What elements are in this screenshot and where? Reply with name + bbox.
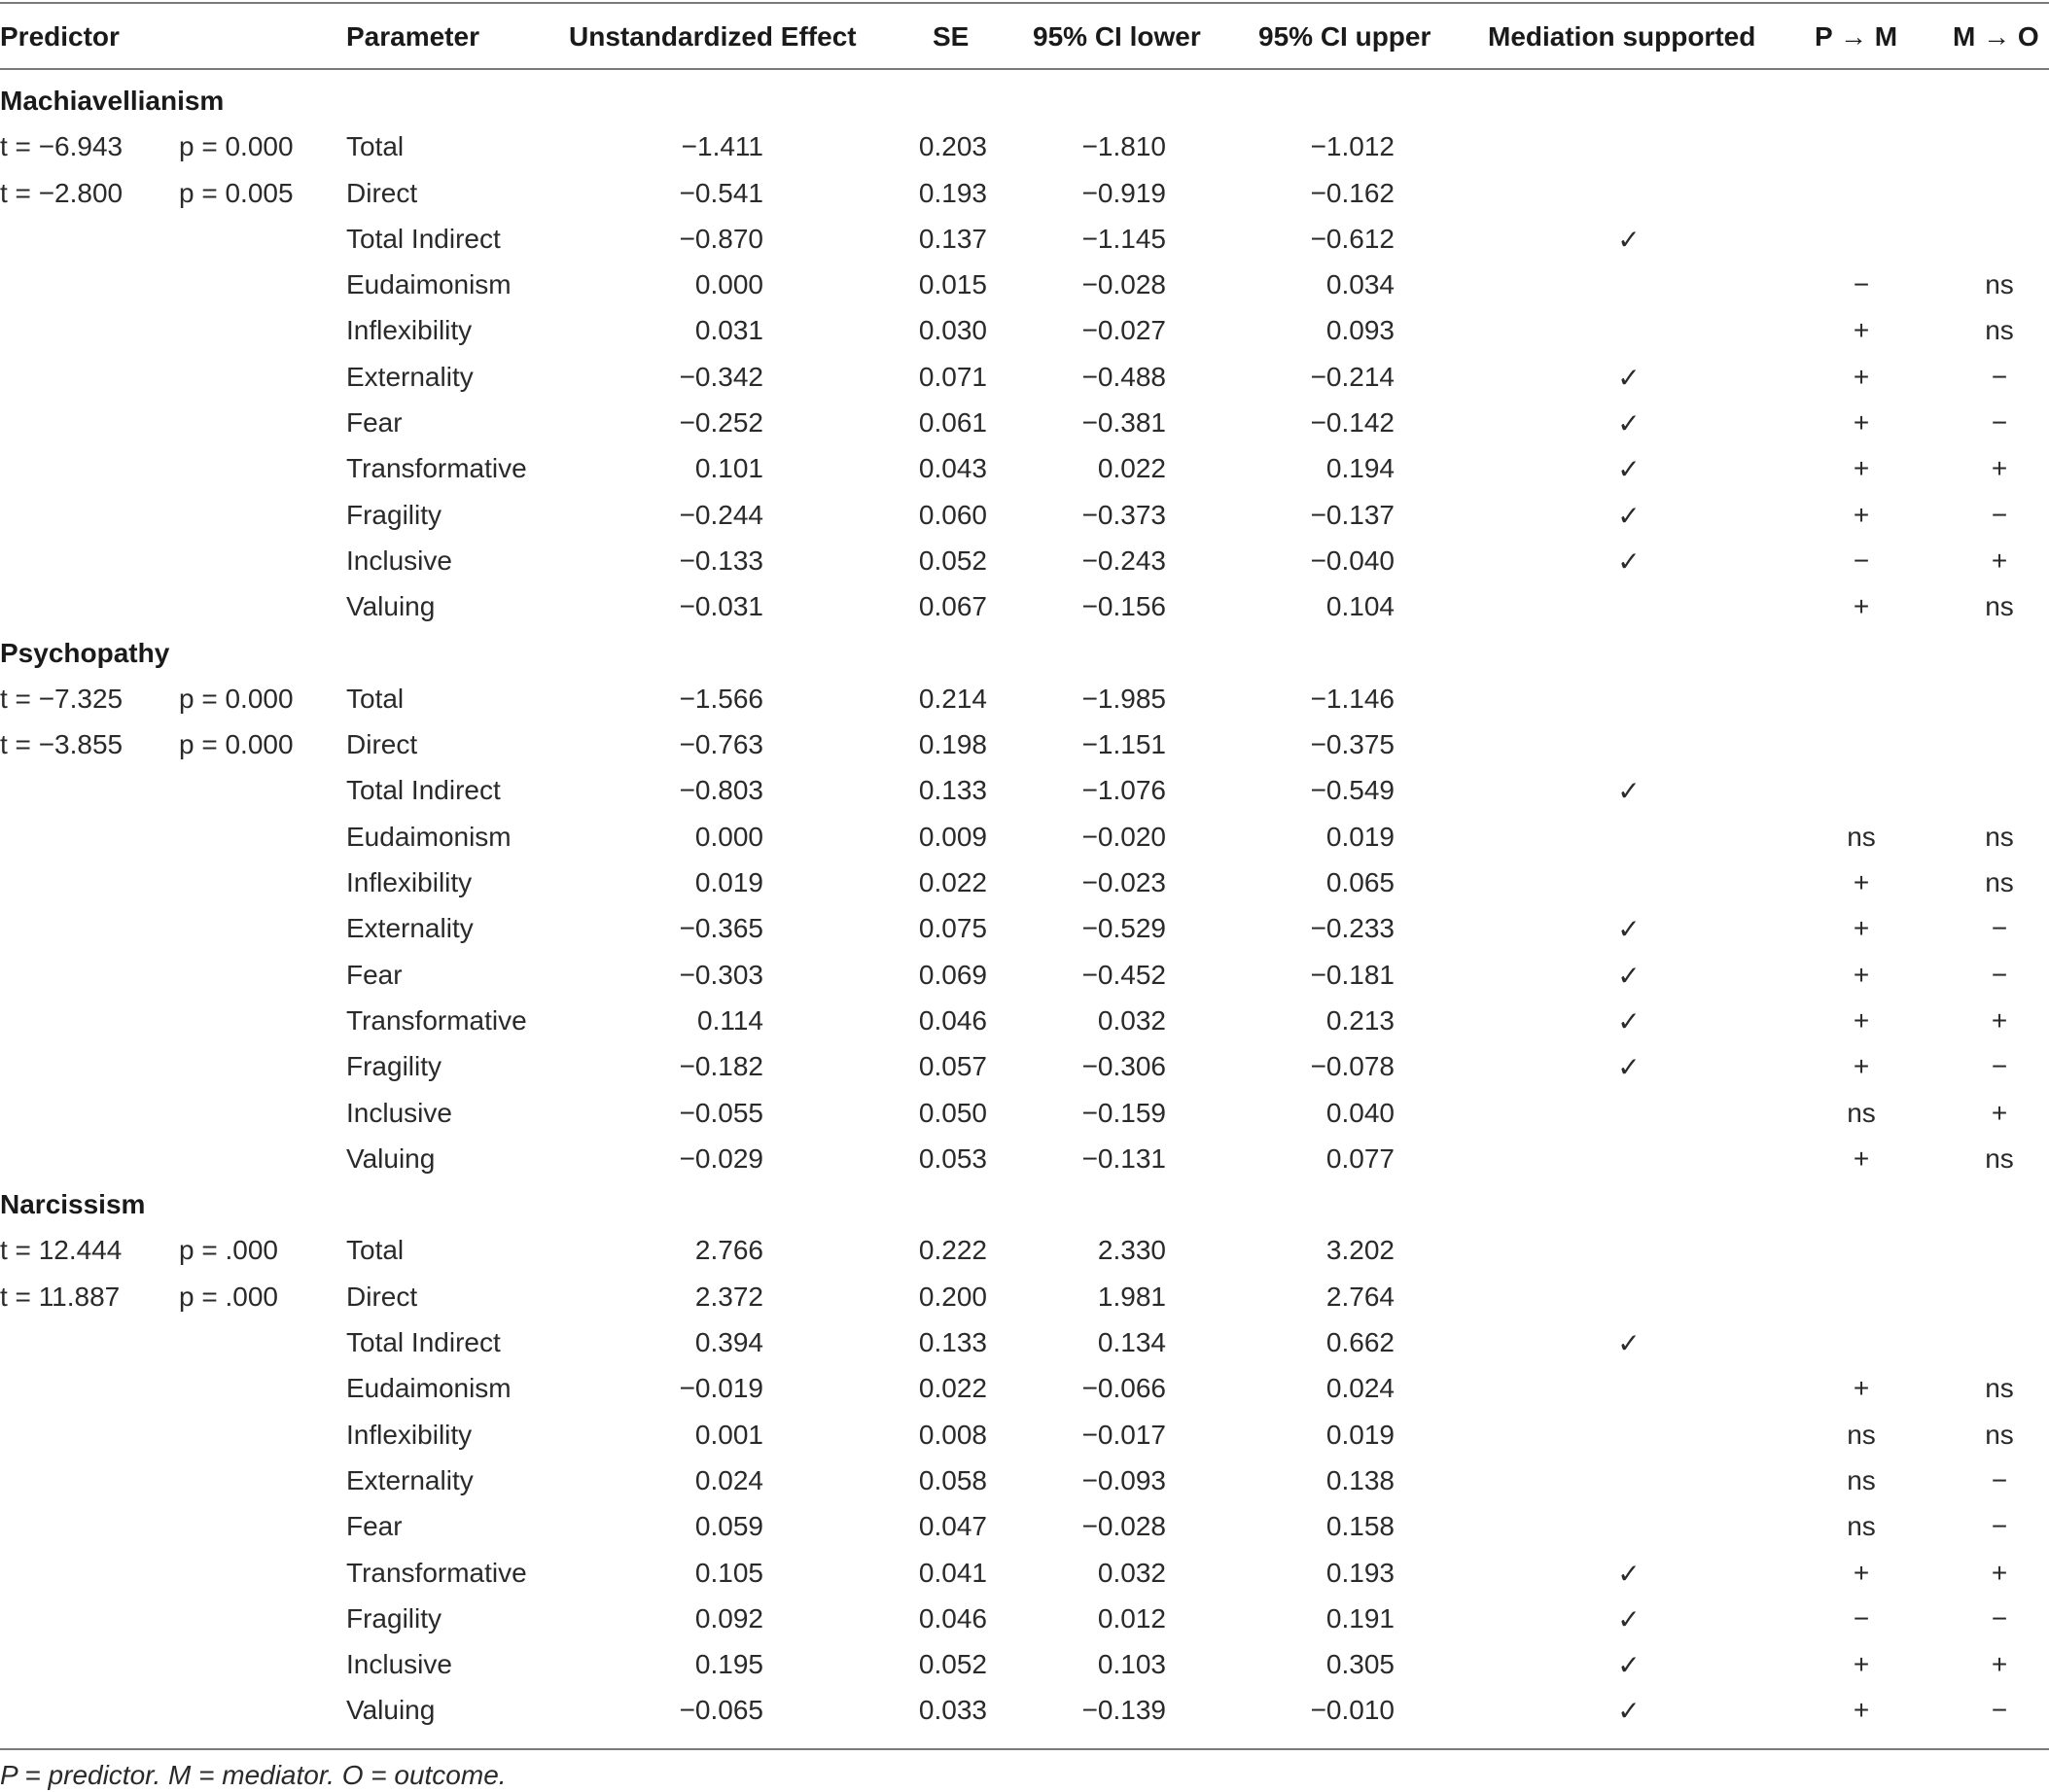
header-unstandardized-effect: Unstandardized Effect — [569, 21, 857, 52]
m-to-o-cell: − — [1991, 1511, 2008, 1542]
parameter-cell: Inclusive — [346, 1097, 452, 1128]
parameter-cell: Valuing — [346, 1695, 436, 1726]
p-to-m-cell: + — [1853, 959, 1870, 990]
parameter-cell: Total — [346, 131, 405, 162]
parameter-cell: Externality — [346, 1464, 474, 1495]
ci-upper-cell: 0.191 — [1325, 1602, 1395, 1634]
ci-upper-cell: −1.012 — [1310, 131, 1395, 162]
p-to-m-cell: + — [1853, 1695, 1870, 1726]
ci-lower-cell: −0.020 — [1081, 821, 1166, 852]
ci-lower-cell: −0.017 — [1081, 1419, 1166, 1450]
ci-lower-cell: −0.529 — [1081, 913, 1166, 944]
effect-cell: −0.029 — [679, 1142, 763, 1174]
parameter-cell: Eudaimonism — [346, 269, 512, 300]
m-to-o-cell: ns — [1985, 315, 2014, 346]
effect-cell: −1.411 — [681, 131, 763, 162]
effect-cell: 0.114 — [697, 1004, 763, 1036]
m-to-o-cell: ns — [1985, 1142, 2014, 1174]
ci-upper-cell: −0.214 — [1310, 361, 1395, 392]
p-to-m-cell: + — [1853, 453, 1870, 484]
ci-upper-cell: −0.040 — [1310, 545, 1395, 576]
parameter-cell: Total Indirect — [346, 223, 501, 254]
ci-upper-cell: −0.181 — [1310, 959, 1395, 990]
table-row — [0, 1412, 2049, 1458]
effect-cell: −0.303 — [679, 959, 763, 990]
effect-cell: 0.092 — [694, 1602, 763, 1634]
header-p-to-m: P → M — [1815, 21, 1898, 52]
ci-lower-cell: −0.028 — [1081, 269, 1166, 300]
table-row — [0, 445, 2049, 491]
ci-lower-cell: −0.027 — [1081, 315, 1166, 346]
section-row — [0, 1181, 2049, 1227]
effect-cell: −0.763 — [679, 729, 763, 760]
ci-lower-cell: −0.306 — [1081, 1051, 1166, 1082]
p-to-m-cell: − — [1853, 1602, 1870, 1634]
table-row — [0, 998, 2049, 1043]
table-row — [0, 1227, 2049, 1273]
mediation-check: ✓ — [1617, 776, 1641, 807]
se-cell: 0.193 — [918, 177, 987, 208]
effect-cell: 0.101 — [694, 453, 763, 484]
p-to-m-cell: − — [1853, 269, 1870, 300]
se-cell: 0.022 — [918, 867, 987, 898]
ci-lower-cell: −0.093 — [1081, 1464, 1166, 1495]
ci-upper-cell: 0.034 — [1325, 269, 1395, 300]
effect-cell: −0.541 — [679, 177, 763, 208]
p-to-m-cell: + — [1853, 913, 1870, 944]
ci-lower-cell: −0.159 — [1081, 1097, 1166, 1128]
mediation-check: ✓ — [1617, 1005, 1641, 1037]
p-to-m-cell: ns — [1847, 821, 1876, 852]
ci-upper-cell: −0.078 — [1310, 1051, 1395, 1082]
parameter-cell: Direct — [346, 729, 418, 760]
se-cell: 0.022 — [918, 1373, 987, 1404]
ci-lower-cell: −0.139 — [1081, 1695, 1166, 1726]
header-ci-lower: 95% CI lower — [1033, 21, 1201, 52]
se-cell: 0.060 — [918, 499, 987, 530]
m-to-o-cell: ns — [1985, 591, 2014, 622]
table-row — [0, 1319, 2049, 1365]
se-cell: 0.058 — [918, 1464, 987, 1495]
m-to-o-cell: − — [1991, 1051, 2008, 1082]
parameter-cell: Transformative — [346, 453, 527, 484]
t-statistic: t = −2.800 — [0, 177, 124, 208]
m-to-o-cell: − — [1991, 1602, 2008, 1634]
p-to-m-cell: + — [1853, 315, 1870, 346]
ci-upper-cell: 0.213 — [1325, 1004, 1395, 1036]
m-to-o-cell: + — [1991, 453, 2008, 484]
ci-upper-cell: 0.194 — [1325, 453, 1395, 484]
ci-lower-cell: −0.023 — [1081, 867, 1166, 898]
p-to-m-cell: + — [1853, 1004, 1870, 1036]
se-cell: 0.052 — [918, 545, 987, 576]
se-cell: 0.008 — [918, 1419, 987, 1450]
table-row — [0, 354, 2049, 400]
p-to-m-cell: − — [1853, 545, 1870, 576]
ci-upper-cell: 0.040 — [1325, 1097, 1395, 1128]
effect-cell: 0.024 — [694, 1464, 763, 1495]
table-row — [0, 1550, 2049, 1596]
se-cell: 0.214 — [918, 683, 987, 714]
effect-cell: 0.105 — [694, 1557, 763, 1588]
se-cell: 0.067 — [918, 591, 987, 622]
p-to-m-cell: + — [1853, 591, 1870, 622]
table-row — [0, 1274, 2049, 1319]
effect-cell: −0.055 — [679, 1097, 763, 1128]
effect-cell: 0.195 — [694, 1649, 763, 1680]
header-ci-upper: 95% CI upper — [1258, 21, 1431, 52]
effect-cell: −0.182 — [679, 1051, 763, 1082]
mediation-check: ✓ — [1617, 1558, 1641, 1589]
ci-lower-cell: −0.131 — [1081, 1142, 1166, 1174]
se-cell: 0.200 — [918, 1281, 987, 1312]
table-row — [0, 307, 2049, 353]
table-row — [0, 1365, 2049, 1411]
ci-upper-cell: −0.010 — [1310, 1695, 1395, 1726]
se-cell: 0.222 — [918, 1235, 987, 1266]
p-value: p = .000 — [179, 1235, 278, 1266]
m-to-o-cell: + — [1991, 1097, 2008, 1128]
se-cell: 0.071 — [918, 361, 987, 392]
ci-upper-cell: 0.104 — [1325, 591, 1395, 622]
se-cell: 0.046 — [918, 1004, 987, 1036]
se-cell: 0.137 — [918, 223, 987, 254]
ci-lower-cell: 0.032 — [1097, 1004, 1166, 1036]
header-predictor: Predictor — [0, 21, 120, 52]
ci-lower-cell: −1.076 — [1081, 775, 1166, 806]
m-to-o-cell: − — [1991, 407, 2008, 439]
se-cell: 0.061 — [918, 407, 987, 439]
ci-lower-cell: 0.032 — [1097, 1557, 1166, 1588]
m-to-o-cell: − — [1991, 1695, 2008, 1726]
se-cell: 0.041 — [918, 1557, 987, 1588]
ci-upper-cell: 0.193 — [1325, 1557, 1395, 1588]
table-row — [0, 262, 2049, 307]
mediation-check: ✓ — [1617, 500, 1641, 531]
ci-upper-cell: 0.093 — [1325, 315, 1395, 346]
ci-lower-cell: −0.373 — [1081, 499, 1166, 530]
ci-upper-cell: −0.142 — [1310, 407, 1395, 439]
effect-cell: −0.870 — [679, 223, 763, 254]
parameter-cell: Transformative — [346, 1004, 527, 1036]
table-row — [0, 1458, 2049, 1503]
table-row — [0, 538, 2049, 583]
se-cell: 0.057 — [918, 1051, 987, 1082]
ci-upper-cell: −0.612 — [1310, 223, 1395, 254]
effect-cell: 0.031 — [694, 315, 763, 346]
ci-lower-cell: −0.488 — [1081, 361, 1166, 392]
se-cell: 0.043 — [918, 453, 987, 484]
section-title: Psychopathy — [0, 637, 170, 668]
parameter-cell: Total — [346, 1235, 405, 1266]
m-to-o-cell: + — [1991, 545, 2008, 576]
t-statistic: t = −6.943 — [0, 131, 124, 162]
effect-cell: −0.065 — [679, 1695, 763, 1726]
p-value: p = 0.005 — [179, 177, 294, 208]
ci-lower-cell: 0.022 — [1097, 453, 1166, 484]
p-value: p = .000 — [179, 1281, 278, 1312]
p-value: p = 0.000 — [179, 131, 294, 162]
ci-lower-cell: −0.243 — [1081, 545, 1166, 576]
p-to-m-cell: + — [1853, 361, 1870, 392]
parameter-cell: Externality — [346, 913, 474, 944]
se-cell: 0.030 — [918, 315, 987, 346]
ci-lower-cell: −0.452 — [1081, 959, 1166, 990]
m-to-o-cell: + — [1991, 1649, 2008, 1680]
table-bottom-rule — [0, 1748, 2049, 1750]
ci-upper-cell: −1.146 — [1310, 683, 1395, 714]
parameter-cell: Total — [346, 683, 405, 714]
p-to-m-cell: + — [1853, 1649, 1870, 1680]
parameter-cell: Inclusive — [346, 545, 452, 576]
table-header — [0, 8, 2049, 62]
parameter-cell: Fragility — [346, 1051, 442, 1082]
table-row — [0, 492, 2049, 538]
parameter-cell: Valuing — [346, 1142, 436, 1174]
mediation-check: ✓ — [1617, 914, 1641, 945]
ci-lower-cell: −0.066 — [1081, 1373, 1166, 1404]
ci-lower-cell: −0.919 — [1081, 177, 1166, 208]
table-row — [0, 860, 2049, 905]
effect-cell: −0.342 — [679, 361, 763, 392]
effect-cell: 0.000 — [694, 821, 763, 852]
parameter-cell: Externality — [346, 361, 474, 392]
parameter-cell: Inflexibility — [346, 867, 473, 898]
table-row — [0, 676, 2049, 721]
p-to-m-cell: + — [1853, 1373, 1870, 1404]
ci-upper-cell: 0.305 — [1325, 1649, 1395, 1680]
ci-upper-cell: −0.162 — [1310, 177, 1395, 208]
ci-upper-cell: −0.375 — [1310, 729, 1395, 760]
section-title: Machiavellianism — [0, 86, 225, 116]
se-cell: 0.009 — [918, 821, 987, 852]
mediation-check: ✓ — [1617, 545, 1641, 577]
effect-cell: 0.001 — [694, 1419, 763, 1450]
ci-lower-cell: 2.330 — [1097, 1235, 1166, 1266]
p-to-m-cell: ns — [1847, 1511, 1876, 1542]
header-mediation-supported: Mediation supported — [1488, 21, 1756, 52]
mediation-check: ✓ — [1617, 1603, 1641, 1634]
parameter-cell: Fragility — [346, 499, 442, 530]
p-to-m-cell: + — [1853, 499, 1870, 530]
ci-lower-cell: −1.810 — [1081, 131, 1166, 162]
parameter-cell: Transformative — [346, 1557, 527, 1588]
se-cell: 0.015 — [918, 269, 987, 300]
section-row — [0, 630, 2049, 676]
se-cell: 0.203 — [918, 131, 987, 162]
p-to-m-cell: ns — [1847, 1097, 1876, 1128]
table-row — [0, 1090, 2049, 1136]
parameter-cell: Total Indirect — [346, 775, 501, 806]
mediation-check: ✓ — [1617, 454, 1641, 485]
header-se: SE — [933, 21, 970, 52]
effect-cell: 0.394 — [694, 1327, 763, 1358]
se-cell: 0.053 — [918, 1142, 987, 1174]
se-cell: 0.050 — [918, 1097, 987, 1128]
p-to-m-cell: + — [1853, 1051, 1870, 1082]
m-to-o-cell: ns — [1985, 821, 2014, 852]
m-to-o-cell: ns — [1985, 1419, 2014, 1450]
parameter-cell: Fragility — [346, 1602, 442, 1634]
se-cell: 0.133 — [918, 1327, 987, 1358]
m-to-o-cell: − — [1991, 499, 2008, 530]
parameter-cell: Inflexibility — [346, 1419, 473, 1450]
p-value: p = 0.000 — [179, 683, 294, 714]
header-parameter: Parameter — [346, 21, 479, 52]
parameter-cell: Fear — [346, 407, 403, 439]
effect-cell: −0.803 — [679, 775, 763, 806]
mediation-check: ✓ — [1617, 960, 1641, 991]
table-header-rule — [0, 68, 2049, 70]
t-statistic: t = −3.855 — [0, 729, 124, 760]
ci-upper-cell: 0.065 — [1325, 867, 1395, 898]
ci-upper-cell: 3.202 — [1325, 1235, 1395, 1266]
parameter-cell: Fear — [346, 959, 403, 990]
mediation-check: ✓ — [1617, 1650, 1641, 1681]
se-cell: 0.052 — [918, 1649, 987, 1680]
se-cell: 0.047 — [918, 1511, 987, 1542]
ci-lower-cell: 0.103 — [1097, 1649, 1166, 1680]
table-row — [0, 170, 2049, 216]
m-to-o-cell: − — [1991, 913, 2008, 944]
table-row — [0, 721, 2049, 767]
table-row — [0, 767, 2049, 813]
table-row — [0, 400, 2049, 445]
ci-upper-cell: 2.764 — [1325, 1281, 1395, 1312]
effect-cell: −0.365 — [679, 913, 763, 944]
se-cell: 0.033 — [918, 1695, 987, 1726]
ci-lower-cell: 1.981 — [1097, 1281, 1166, 1312]
m-to-o-cell: − — [1991, 959, 2008, 990]
parameter-cell: Total Indirect — [346, 1327, 501, 1358]
ci-lower-cell: 0.134 — [1097, 1327, 1166, 1358]
mediation-check: ✓ — [1617, 224, 1641, 255]
section-row — [0, 78, 2049, 123]
table-row — [0, 1043, 2049, 1089]
parameter-cell: Inflexibility — [346, 315, 473, 346]
se-cell: 0.198 — [918, 729, 987, 760]
t-statistic: t = 11.887 — [0, 1281, 121, 1312]
parameter-cell: Direct — [346, 177, 418, 208]
parameter-cell: Fear — [346, 1511, 403, 1542]
p-to-m-cell: + — [1853, 867, 1870, 898]
table-footnote: P = predictor. M = mediator. O = outcome. — [0, 1760, 507, 1790]
parameter-cell: Eudaimonism — [346, 821, 512, 852]
p-to-m-cell: + — [1853, 1142, 1870, 1174]
se-cell: 0.133 — [918, 775, 987, 806]
ci-upper-cell: 0.077 — [1325, 1142, 1395, 1174]
t-statistic: t = 12.444 — [0, 1235, 123, 1266]
ci-upper-cell: 0.024 — [1325, 1373, 1395, 1404]
effect-cell: −0.244 — [679, 499, 763, 530]
table-row — [0, 583, 2049, 629]
ci-lower-cell: −0.156 — [1081, 591, 1166, 622]
table-row — [0, 905, 2049, 951]
header-m-to-o: M → O — [1953, 21, 2039, 52]
ci-lower-cell: −0.028 — [1081, 1511, 1166, 1542]
t-statistic: t = −7.325 — [0, 683, 124, 714]
ci-upper-cell: 0.019 — [1325, 1419, 1395, 1450]
parameter-cell: Inclusive — [346, 1649, 452, 1680]
effect-cell: −0.019 — [679, 1373, 763, 1404]
table-row — [0, 1596, 2049, 1641]
ci-upper-cell: −0.549 — [1310, 775, 1395, 806]
parameter-cell: Direct — [346, 1281, 418, 1312]
table-row — [0, 814, 2049, 860]
ci-lower-cell: −1.151 — [1081, 729, 1166, 760]
m-to-o-cell: − — [1991, 361, 2008, 392]
table-body — [0, 78, 2049, 1734]
m-to-o-cell: + — [1991, 1004, 2008, 1036]
ci-lower-cell: −0.381 — [1081, 407, 1166, 439]
effect-cell: 2.372 — [694, 1281, 763, 1312]
table-row — [0, 1136, 2049, 1181]
effect-cell: −0.133 — [679, 545, 763, 576]
parameter-cell: Eudaimonism — [346, 1373, 512, 1404]
p-to-m-cell: ns — [1847, 1419, 1876, 1450]
p-to-m-cell: + — [1853, 1557, 1870, 1588]
se-cell: 0.075 — [918, 913, 987, 944]
mediation-check: ✓ — [1617, 1696, 1641, 1727]
mediation-check: ✓ — [1617, 1328, 1641, 1359]
ci-lower-cell: −1.985 — [1081, 683, 1166, 714]
p-to-m-cell: ns — [1847, 1464, 1876, 1495]
mediation-check: ✓ — [1617, 408, 1641, 439]
effect-cell: −1.566 — [679, 683, 763, 714]
m-to-o-cell: ns — [1985, 269, 2014, 300]
ci-upper-cell: −0.233 — [1310, 913, 1395, 944]
m-to-o-cell: + — [1991, 1557, 2008, 1588]
se-cell: 0.046 — [918, 1602, 987, 1634]
p-to-m-cell: + — [1853, 407, 1870, 439]
table-top-rule — [0, 2, 2049, 4]
m-to-o-cell: ns — [1985, 1373, 2014, 1404]
table-row — [0, 1503, 2049, 1549]
effect-cell: 0.000 — [694, 269, 763, 300]
mediation-check: ✓ — [1617, 362, 1641, 393]
se-cell: 0.069 — [918, 959, 987, 990]
ci-upper-cell: 0.138 — [1325, 1464, 1395, 1495]
table-row — [0, 952, 2049, 998]
effect-cell: 0.019 — [694, 867, 763, 898]
effect-cell: −0.252 — [679, 407, 763, 439]
ci-upper-cell: 0.158 — [1325, 1511, 1395, 1542]
mediation-check: ✓ — [1617, 1052, 1641, 1083]
ci-lower-cell: 0.012 — [1097, 1602, 1166, 1634]
m-to-o-cell: ns — [1985, 867, 2014, 898]
table-row — [0, 1687, 2049, 1733]
table-row — [0, 123, 2049, 169]
ci-upper-cell: 0.019 — [1325, 821, 1395, 852]
effect-cell: 2.766 — [694, 1235, 763, 1266]
effect-cell: −0.031 — [679, 591, 763, 622]
m-to-o-cell: − — [1991, 1464, 2008, 1495]
table-row — [0, 1641, 2049, 1687]
ci-lower-cell: −1.145 — [1081, 223, 1166, 254]
ci-upper-cell: −0.137 — [1310, 499, 1395, 530]
ci-upper-cell: 0.662 — [1325, 1327, 1395, 1358]
p-value: p = 0.000 — [179, 729, 294, 760]
section-title: Narcissism — [0, 1189, 146, 1220]
effect-cell: 0.059 — [694, 1511, 763, 1542]
parameter-cell: Valuing — [346, 591, 436, 622]
table-row — [0, 216, 2049, 262]
